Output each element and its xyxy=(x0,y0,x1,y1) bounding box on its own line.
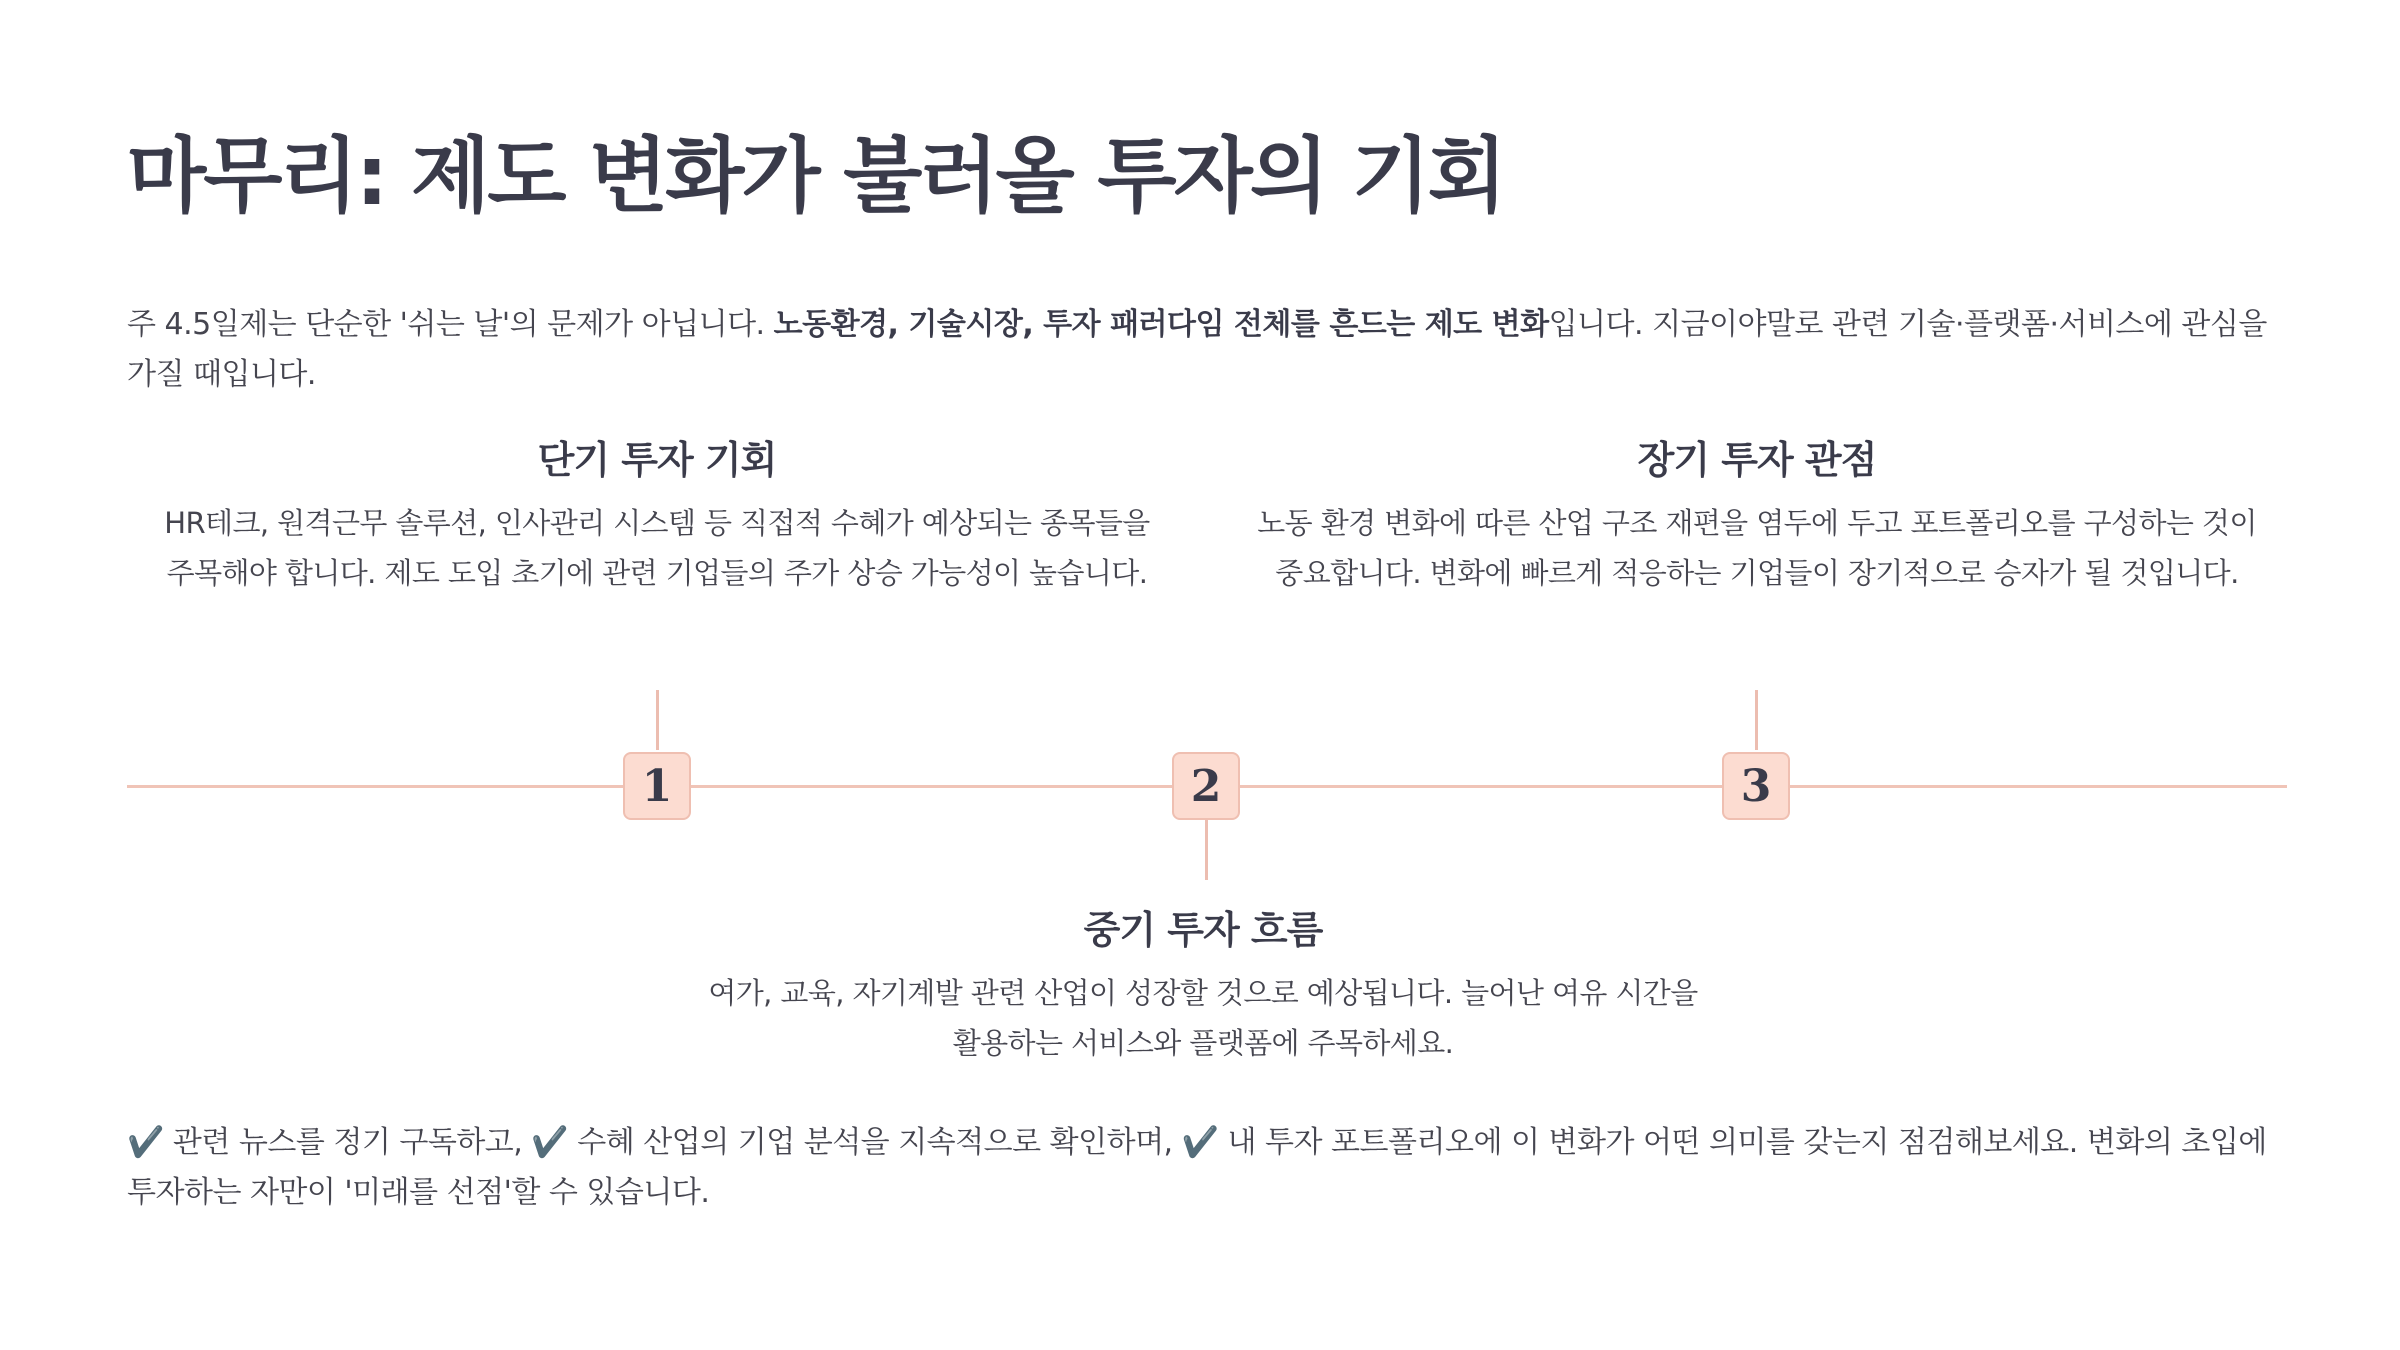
timeline-item-mid-term xyxy=(703,900,1703,1068)
timeline-connector xyxy=(1755,690,1758,750)
closing-text-part: 수혜 산업의 기업 분석을 지속적으로 확인하며, xyxy=(568,1125,1182,1160)
timeline-marker: 3 xyxy=(1722,752,1790,820)
check-mark-icon: ✔️ xyxy=(531,1125,569,1160)
timeline-connector xyxy=(656,690,659,750)
timeline-item-short-term xyxy=(157,430,1157,598)
check-mark-icon: ✔️ xyxy=(127,1125,164,1160)
check-mark-icon: ✔️ xyxy=(1181,1125,1219,1160)
intro-text-bold: 노동환경, 기술시장, 투자 패러다임 전체를 흔드는 제도 변화 xyxy=(773,307,1549,342)
timeline-item-heading: 중기 투자 흐름 xyxy=(1083,908,1323,952)
closing-paragraph xyxy=(127,1118,2287,1218)
page-title: 마무리: 제도 변화가 불러올 투자의 기회 xyxy=(127,129,1504,224)
timeline-item-long-term xyxy=(1257,430,2257,598)
timeline-marker: 2 xyxy=(1172,752,1240,820)
closing-text-part: 내 투자 포트폴리오에 이 변화가 어떤 의미를 갖는지 점검해보세요. 변화의 초입에 투자하는 자만이 '미래를 선점'할 수 있습니다. xyxy=(127,1125,2267,1210)
timeline-item-text: 여가, 교육, 자기계발 관련 산업이 성장할 것으로 예상됩니다. 늘어난 여유 시간을 활용하는 서비스와 플랫폼에 주목하세요. xyxy=(708,976,1698,1060)
intro-paragraph xyxy=(127,300,2287,400)
timeline-marker: 1 xyxy=(623,752,691,820)
timeline-item-text: HR테크, 원격근무 솔루션, 인사관리 시스템 등 직접적 수혜가 예상되는 종목들을 주목해야 합니다. 제도 도입 초기에 관련 기업들의 주가 상승 가능성이 높습니다. xyxy=(164,506,1150,590)
timeline-item-heading: 단기 투자 기회 xyxy=(537,438,777,482)
intro-text-end: 입니다. 지금이야말로 관련 기술·플랫폼·서비스에 관심을 가질 때입니다. xyxy=(127,307,2267,392)
timeline-item-text: 노동 환경 변화에 따른 산업 구조 재편을 염두에 두고 포트폴리오를 구성하는 것이 중요합니다. 변화에 빠르게 적응하는 기업들이 장기적으로 승자가 될 것입니다. xyxy=(1257,506,2257,590)
timeline-connector xyxy=(1205,820,1208,880)
intro-text-start: 주 4.5일제는 단순한 '쉬는 날'의 문제가 아닙니다. xyxy=(127,307,774,342)
closing-text-part: 관련 뉴스를 정기 구독하고, xyxy=(163,1125,532,1160)
timeline-item-heading: 장기 투자 관점 xyxy=(1637,438,1877,482)
